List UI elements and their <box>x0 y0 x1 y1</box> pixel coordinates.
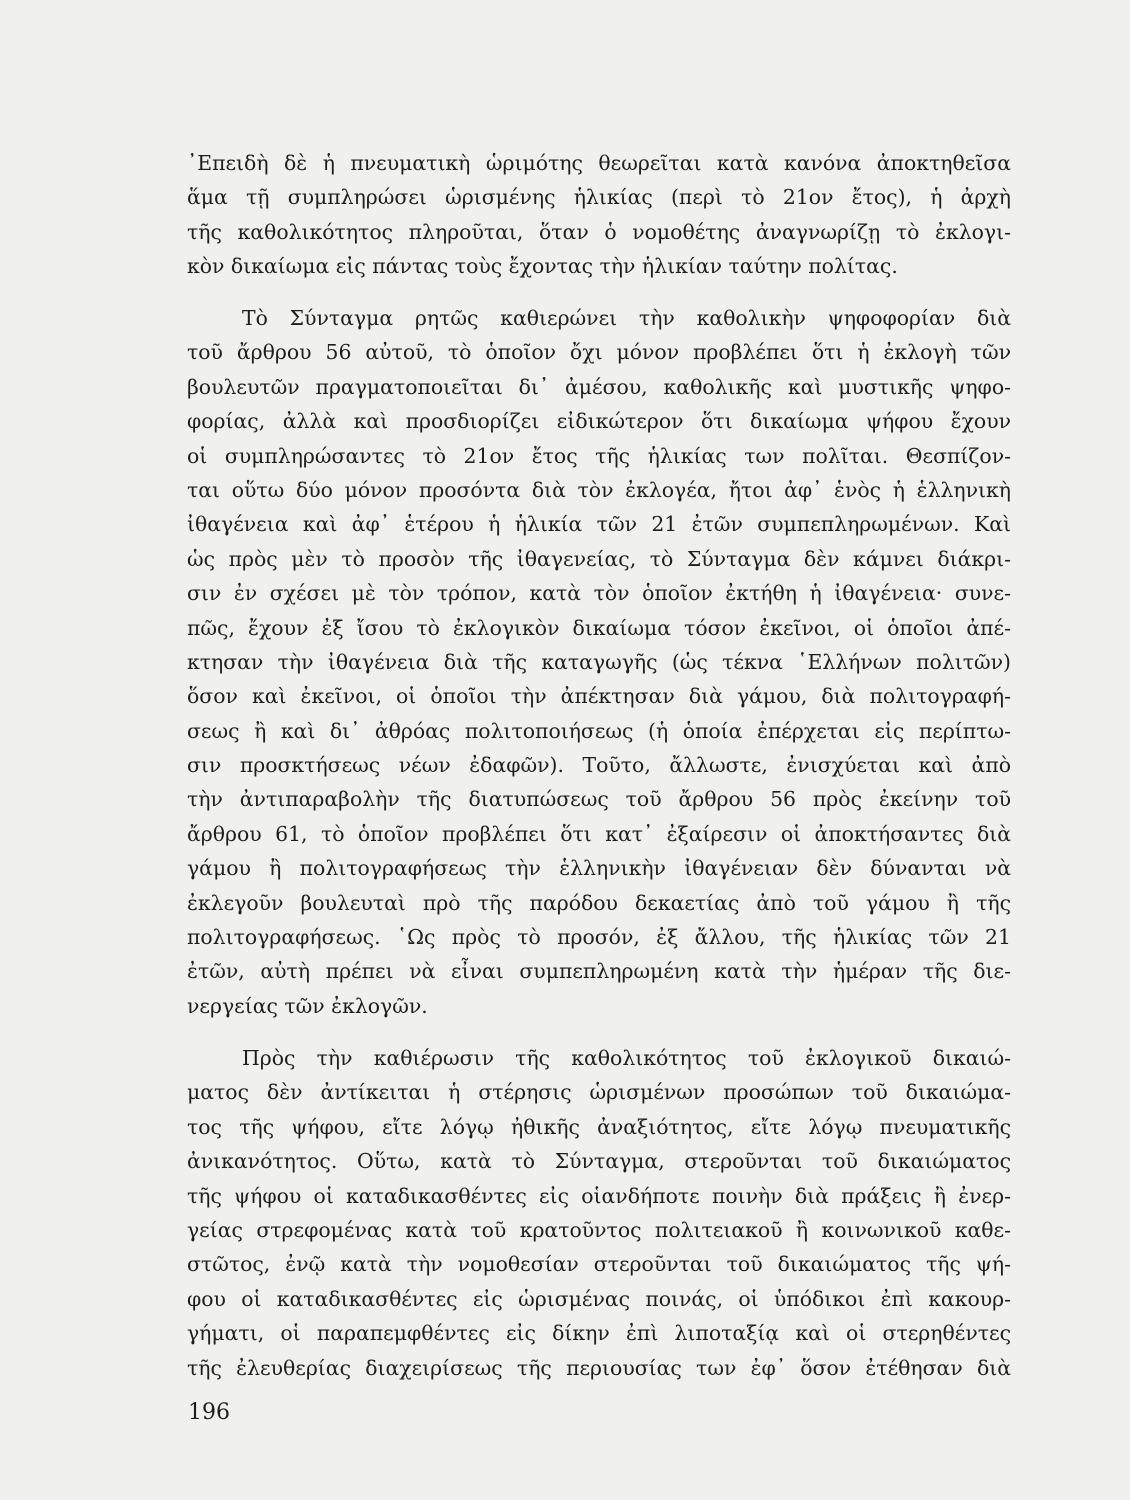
text-line: ἀνικανότητος. Οὕτω, κατὰ τὸ Σύνταγμα, στεροῦνται τοῦ δικαιώματος <box>187 1149 1011 1174</box>
text-line: οἱ συμπληρώσαντες τὸ 21ον ἔτος τῆς ἡλικίας των πολῖται. Θεσπίζον- <box>187 443 1011 468</box>
text-line: κὸν δικαίωμα εἰς πάντας τοὺς ἔχοντας τὴν ἡλικίαν ταύτην πολίτας. <box>187 254 898 279</box>
text-line: σιν προσκτήσεως νέων ἐδαφῶν). Τοῦτο, ἄλλωστε, ἐνισχύεται καὶ ἀπὸ <box>187 753 1011 778</box>
text-line: τῆς ἐλευθερίας διαχειρίσεως τῆς περιουσίας των ἐφ᾽ ὅσον ἐτέθησαν διὰ <box>187 1355 1011 1380</box>
text-line: τῆς ψήφου οἱ καταδικασθέντες εἰς οἱανδήποτε ποινὴν διὰ πράξεις ἢ ἐνερ- <box>187 1183 1011 1208</box>
text-line: τος τῆς ψήφου, εἴτε λόγῳ ἠθικῆς ἀναξιότητος, εἴτε λόγῳ πνευματικῆς <box>187 1114 1011 1139</box>
text-line: φορίας, ἀλλὰ καὶ προσδιορίζει εἰδικώτερον ὅτι δικαίωμα ψήφου ἔχουν <box>187 409 1011 434</box>
text-line: ματος δὲν ἀντίκειται ἡ στέρησις ὡρισμένων προσώπων τοῦ δικαιώμα- <box>187 1080 1011 1105</box>
paragraph-2 <box>187 301 1011 1023</box>
text-line: Τὸ Σύνταγμα ρητῶς καθιερώνει τὴν καθολικὴν ψηφοφορίαν διὰ <box>242 306 1011 330</box>
paragraph-1 <box>187 146 1011 284</box>
text-line: ᾿Επειδὴ δὲ ἡ πνευματικὴ ὡριμότης θεωρεῖται κατὰ κανόνα ἀποκτηθεῖσα <box>187 151 1011 175</box>
text-line: ἐκλεγοῦν βουλευταὶ πρὸ τῆς παρόδου δεκαετίας ἀπὸ τοῦ γάμου ἢ τῆς <box>187 890 1011 915</box>
text-line: φου οἱ καταδικασθέντες εἰς ὡρισμένας ποινάς, οἱ ὑπόδικοι ἐπὶ κακουρ- <box>187 1286 1011 1311</box>
text-line: ὅσον καὶ ἐκεῖνοι, οἱ ὁποῖοι τὴν ἀπέκτησαν διὰ γάμου, διὰ πολιτογραφή- <box>187 684 1011 709</box>
text-line: σιν ἐν σχέσει μὲ τὸν τρόπον, κατὰ τὸν ὁποῖον ἐκτήθη ἡ ἰθαγένεια· συνε- <box>187 581 1011 606</box>
text-line: στῶτος, ἐνῷ κατὰ τὴν νομοθεσίαν στεροῦνται τοῦ δικαιώματος τῆς ψή- <box>187 1252 1011 1277</box>
text-line: γάμου ἢ πολιτογραφήσεως τὴν ἑλληνικὴν ἰθαγένειαν δὲν δύνανται νὰ <box>187 856 1011 881</box>
text-line: ἐτῶν, αὐτὴ πρέπει νὰ εἶναι συμπεπληρωμένη κατὰ τὴν ἡμέραν τῆς διε- <box>187 959 1011 984</box>
text-line: ὡς πρὸς μὲν τὸ προσὸν τῆς ἰθαγενείας, τὸ Σύνταγμα δὲν κάμνει διάκρι- <box>187 546 1011 571</box>
paragraph-3 <box>187 1041 1011 1385</box>
text-line: κτησαν τὴν ἰθαγένεια διὰ τῆς καταγωγῆς (ὡς τέκνα ῾Ελλήνων πολιτῶν) <box>187 649 1011 674</box>
text-line: πολιτογραφήσεως. ῾Ως πρὸς τὸ προσόν, ἐξ ἄλλου, τῆς ἡλικίας τῶν 21 <box>187 925 1011 950</box>
text-line: τοῦ ἄρθρου 56 αὐτοῦ, τὸ ὁποῖον ὄχι μόνον προβλέπει ὅτι ἡ ἐκλογὴ τῶν <box>187 340 1011 365</box>
text-line: ἰθαγένεια καὶ ἀφ᾽ ἑτέρου ἡ ἡλικία τῶν 21 ἐτῶν συμπεπληρωμένων. Καὶ <box>187 512 1011 537</box>
text-line: βουλευτῶν πραγματοποιεῖται δι᾽ ἀμέσου, καθολικῆς καὶ μυστικῆς ψηφο- <box>187 374 1011 399</box>
text-line: γήματι, οἱ παραπεμφθέντες εἰς δίκην ἐπὶ λιποταξίᾳ καὶ οἱ στερηθέντες <box>187 1321 1011 1346</box>
text-line: νεργείας τῶν ἐκλογῶν. <box>187 993 428 1018</box>
text-line: τὴν ἀντιπαραβολὴν τῆς διατυπώσεως τοῦ ἄρθρου 56 πρὸς ἐκείνην τοῦ <box>187 787 1011 812</box>
text-line: ται οὕτω δύο μόνον προσόντα διὰ τὸν ἐκλογέα, ἤτοι ἀφ᾽ ἑνὸς ἡ ἑλληνικὴ <box>187 477 1011 502</box>
text-line: Πρὸς τὴν καθιέρωσιν τῆς καθολικότητος τοῦ ἐκλογικοῦ δικαιώ- <box>242 1046 1011 1070</box>
text-line: γείας στρεφομένας κατὰ τοῦ κρατοῦντος πολιτειακοῦ ἢ κοινωνικοῦ καθε- <box>187 1217 1011 1242</box>
page-number: 196 <box>188 1400 230 1425</box>
text-line: πῶς, ἔχουν ἐξ ἴσου τὸ ἐκλογικὸν δικαίωμα τόσον ἐκεῖνοι, οἱ ὁποῖοι ἀπέ- <box>187 615 1011 640</box>
text-line: ἄρθρου 61, τὸ ὁποῖον προβλέπει ὅτι κατ᾽ ἐξαίρεσιν οἱ ἀποκτήσαντες διὰ <box>187 821 1011 846</box>
text-line: σεως ἢ καὶ δι᾽ ἀθρόας πολιτοποιήσεως (ἡ ὁποία ἐπέρχεται εἰς περίπτω- <box>187 718 1011 743</box>
text-line: ἅμα τῇ συμπληρώσει ὡρισμένης ἡλικίας (περὶ τὸ 21ον ἔτος), ἡ ἀρχὴ <box>187 185 1011 210</box>
text-line: τῆς καθολικότητος πληροῦται, ὅταν ὁ νομοθέτης ἀναγνωρίζῃ τὸ ἐκλογι- <box>187 219 1011 244</box>
